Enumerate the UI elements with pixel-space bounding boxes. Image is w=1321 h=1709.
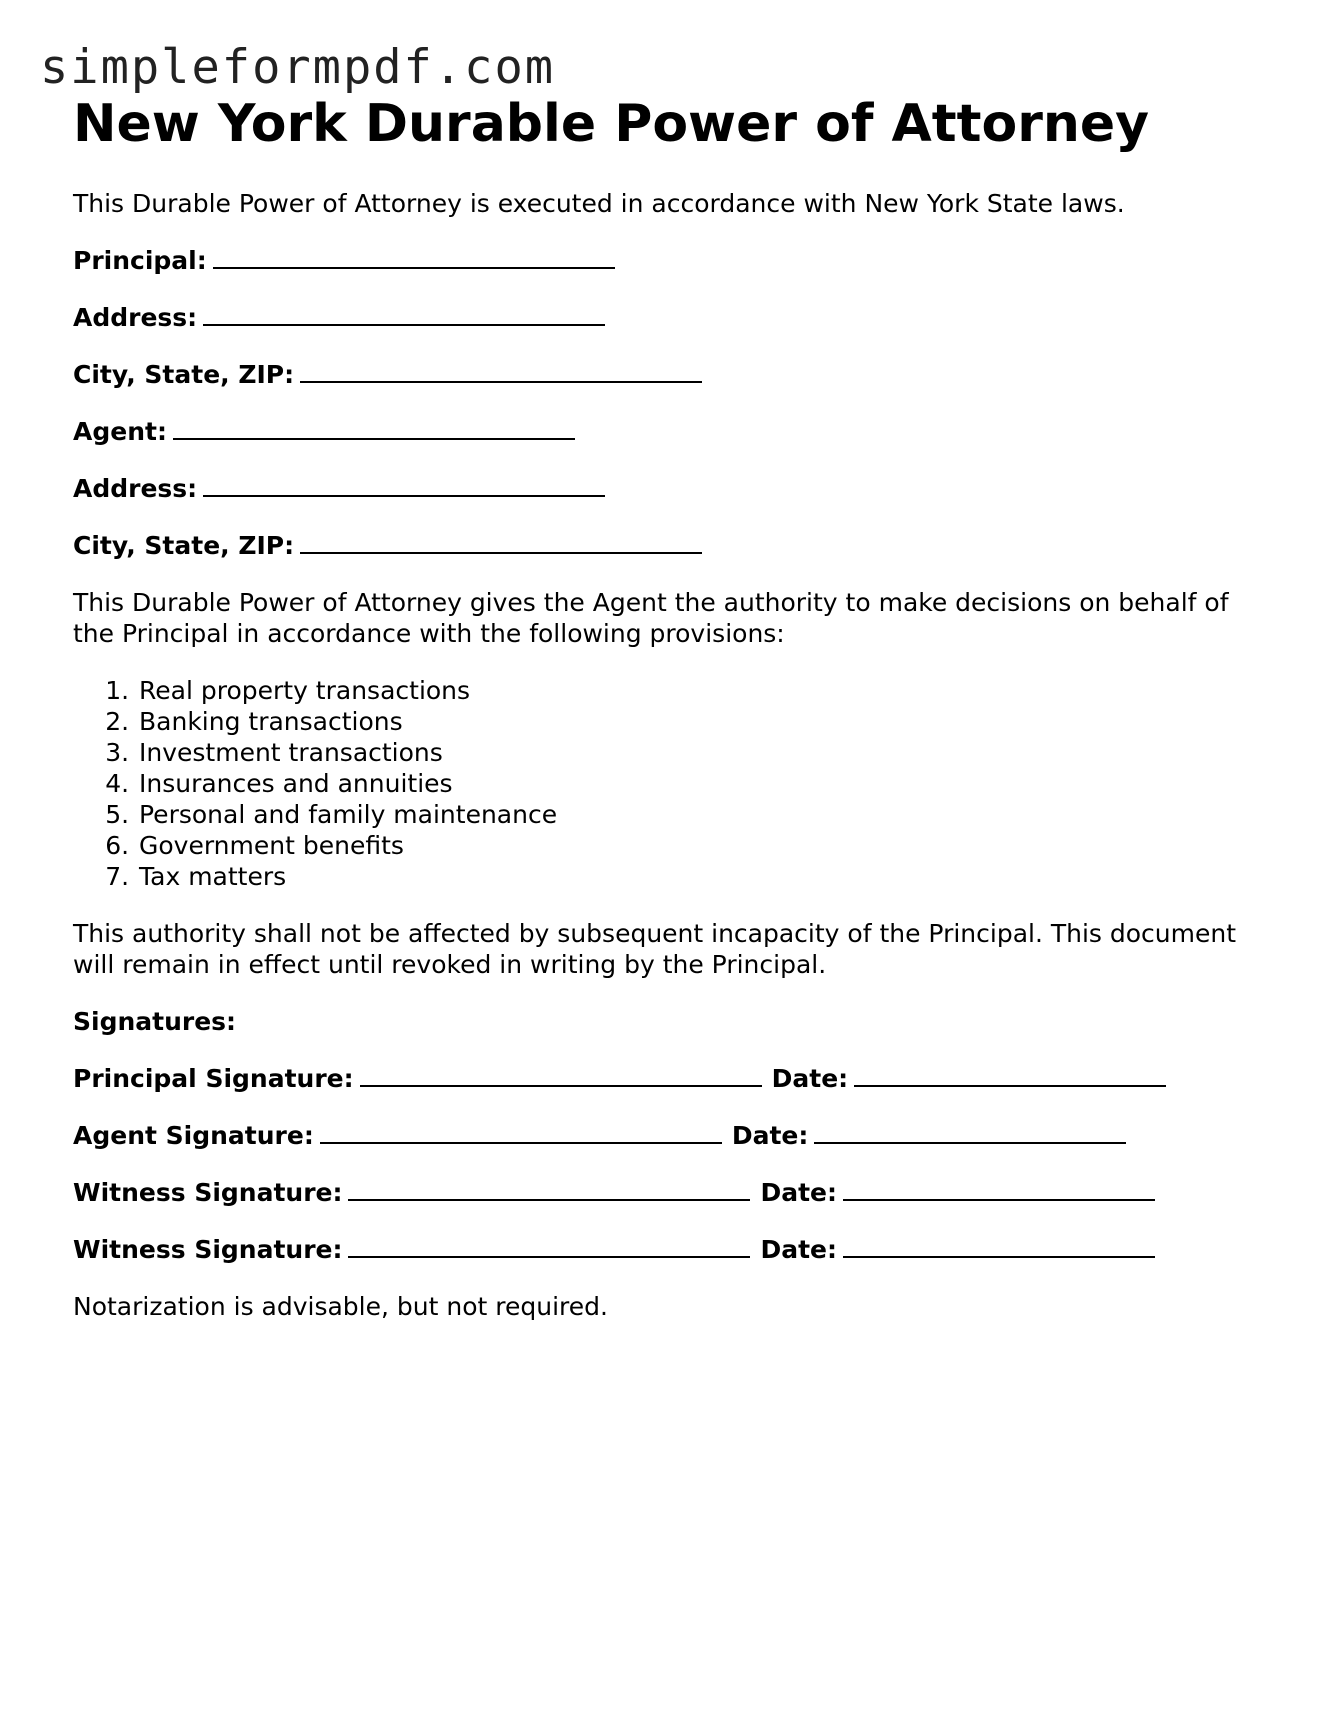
principal-city-label: City, State, ZIP: bbox=[73, 360, 295, 389]
principal-label: Principal: bbox=[73, 246, 207, 275]
agent-city-field bbox=[73, 530, 1263, 561]
signatures-heading: Signatures: bbox=[73, 1007, 237, 1036]
principal-city-blank[interactable] bbox=[300, 359, 702, 383]
witness-date-label: Date: bbox=[760, 1235, 838, 1264]
authority-text: This authority shall not be affected by subsequent incapacity of the Principal. This document will remain in effect until revoked in writing by the Principal. bbox=[73, 919, 1237, 979]
notarization-note: Notarization is advisable, but not required. bbox=[73, 1292, 608, 1321]
grant-text: This Durable Power of Attorney gives the Agent the authority to make decisions on behalf of the Principal in accordance with the following provisions: bbox=[73, 588, 1229, 648]
agent-signature-label: Agent Signature: bbox=[73, 1121, 314, 1150]
document-title: New York Durable Power of Attorney bbox=[73, 94, 1150, 154]
agent-field bbox=[73, 416, 1263, 447]
agent-signature-blank[interactable] bbox=[320, 1120, 722, 1144]
principal-signature-blank[interactable] bbox=[360, 1063, 762, 1087]
watermark: simpleformpdf.com bbox=[40, 40, 556, 95]
agent-label: Agent: bbox=[73, 417, 167, 446]
principal-name-blank[interactable] bbox=[213, 245, 615, 269]
principal-field bbox=[73, 245, 1263, 276]
intro-text: This Durable Power of Attorney is executed in accordance with New York State laws. bbox=[73, 189, 1125, 218]
principal-address-label: Address: bbox=[73, 303, 198, 332]
principal-signature-row bbox=[73, 1063, 1263, 1094]
list-item: 4. Insurances and annuities bbox=[137, 768, 1263, 799]
agent-city-blank[interactable] bbox=[300, 530, 702, 554]
agent-date-label: Date: bbox=[731, 1121, 809, 1150]
agent-signature-row bbox=[73, 1120, 1263, 1151]
agent-city-label: City, State, ZIP: bbox=[73, 531, 295, 560]
agent-name-blank[interactable] bbox=[173, 416, 575, 440]
witness-signature-label: Witness Signature: bbox=[73, 1178, 343, 1207]
witness-signature-blank[interactable] bbox=[348, 1177, 750, 1201]
witness-signature-label: Witness Signature: bbox=[73, 1235, 343, 1264]
list-item: 3. Investment transactions bbox=[137, 737, 1263, 768]
witness-date-blank[interactable] bbox=[843, 1234, 1155, 1258]
principal-date-blank[interactable] bbox=[854, 1063, 1166, 1087]
principal-city-field bbox=[73, 359, 1263, 390]
agent-address-blank[interactable] bbox=[203, 473, 605, 497]
agent-date-blank[interactable] bbox=[814, 1120, 1126, 1144]
list-item: 6. Government benefits bbox=[137, 830, 1263, 861]
principal-date-label: Date: bbox=[771, 1064, 849, 1093]
agent-address-label: Address: bbox=[73, 474, 198, 503]
principal-signature-label: Principal Signature: bbox=[73, 1064, 354, 1093]
agent-address-field bbox=[73, 473, 1263, 504]
witness-signature-blank[interactable] bbox=[348, 1234, 750, 1258]
principal-address-blank[interactable] bbox=[203, 302, 605, 326]
provisions-list bbox=[73, 675, 1263, 892]
list-item: 2. Banking transactions bbox=[137, 706, 1263, 737]
document-body bbox=[73, 92, 1263, 1322]
principal-address-field bbox=[73, 302, 1263, 333]
witness-date-label: Date: bbox=[760, 1178, 838, 1207]
witness-signature-row-1 bbox=[73, 1177, 1263, 1208]
witness-signature-row-2 bbox=[73, 1234, 1263, 1265]
list-item: 5. Personal and family maintenance bbox=[137, 799, 1263, 830]
witness-date-blank[interactable] bbox=[843, 1177, 1155, 1201]
list-item: 7. Tax matters bbox=[137, 861, 1263, 892]
list-item: 1. Real property transactions bbox=[137, 675, 1263, 706]
